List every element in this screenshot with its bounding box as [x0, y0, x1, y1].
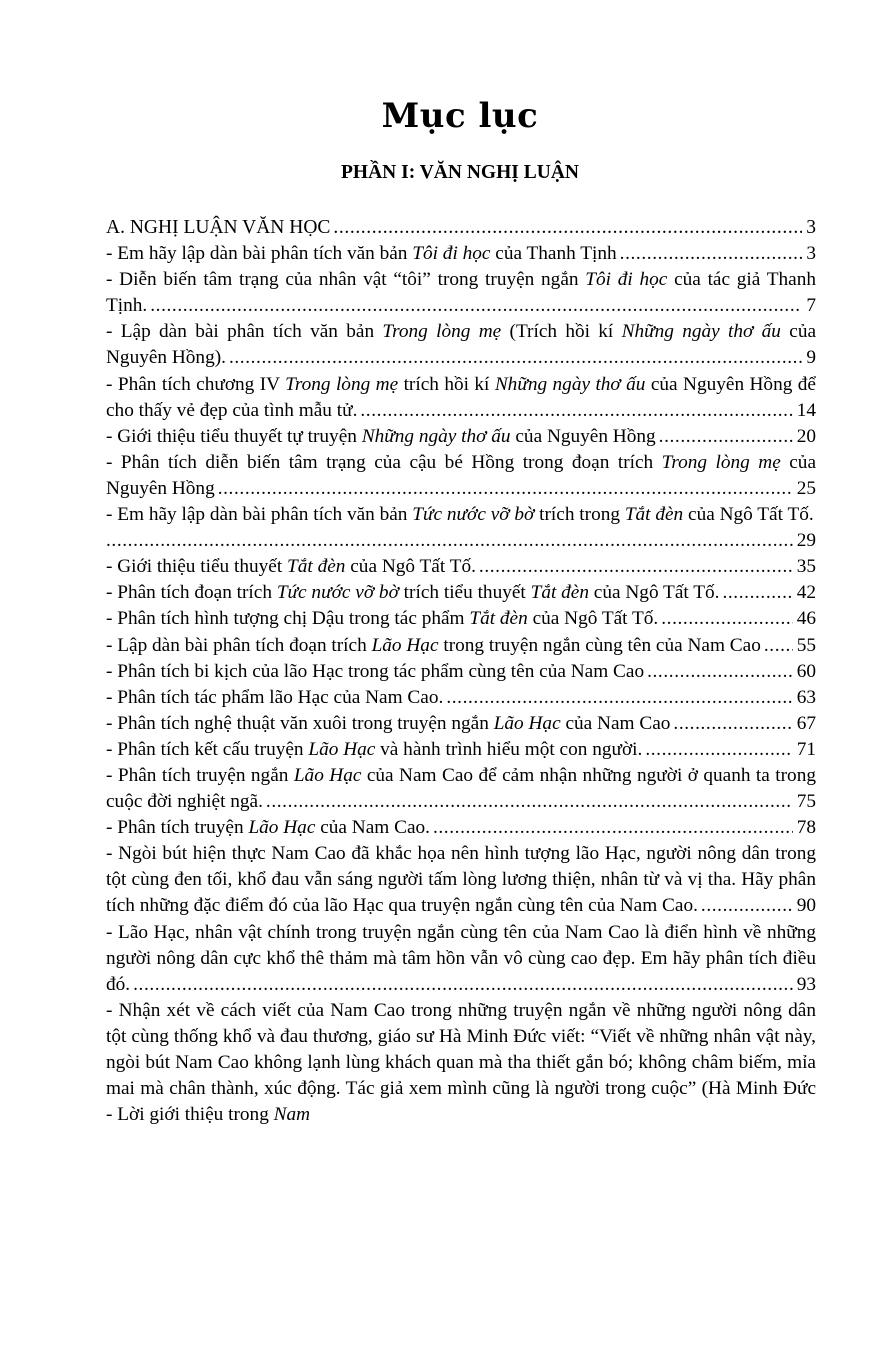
toc-entry[interactable]	[106, 450, 816, 502]
toc-entry[interactable]	[106, 763, 816, 815]
toc-entry-title	[106, 243, 617, 264]
italic-work-title: Những ngày thơ ấu	[494, 373, 646, 395]
italic-work-title: Những ngày thơ ấu	[361, 425, 511, 447]
toc-entry-title	[106, 582, 719, 603]
entry-text: của Nguyên Hồng).	[106, 321, 816, 369]
italic-work-title: Trong lòng mẹ	[382, 321, 502, 343]
toc-entry-title	[106, 504, 814, 525]
toc-entry[interactable]	[106, 737, 816, 763]
entry-text: của Ngô Tất Tố.	[683, 504, 814, 526]
dot-leader	[360, 398, 792, 424]
entry-text: - Phân tích chương IV	[106, 373, 286, 395]
part-heading: PHẦN I: VĂN NGHỊ LUẬN	[341, 162, 579, 183]
page-number: 71	[796, 738, 816, 760]
page-number: 42	[796, 582, 816, 604]
dot-leader	[433, 815, 793, 841]
toc-entry-title	[106, 1000, 816, 1125]
italic-work-title: Nam	[273, 1104, 311, 1126]
toc-entry[interactable]	[106, 659, 816, 685]
toc-entry-title	[106, 817, 430, 838]
entry-text: - Phân tích bi kịch của lão Hạc trong tác phẩm cùng tên của Nam Cao	[106, 660, 645, 682]
italic-work-title: Trong lòng mẹ	[285, 373, 399, 395]
toc-entry-title	[106, 687, 443, 708]
toc-entry-title	[106, 661, 644, 682]
page-number: 9	[806, 347, 816, 369]
dot-leader	[659, 424, 793, 450]
italic-work-title: Lão Hạc	[308, 738, 376, 760]
toc-entry[interactable]	[106, 241, 816, 267]
italic-work-title: Trong lòng mẹ	[661, 451, 781, 473]
dot-leader	[333, 215, 802, 241]
toc-entry-title	[106, 713, 670, 734]
italic-work-title: Lão Hạc	[293, 764, 362, 786]
entry-text: của Ngô Tất Tố.	[588, 582, 720, 604]
dot-leader	[106, 528, 793, 554]
entry-text: của Nguyên Hồng	[510, 425, 656, 447]
entry-text: của Nam Cao.	[315, 817, 430, 839]
dot-leader	[764, 633, 793, 659]
italic-work-title: Những ngày thơ ấu	[621, 321, 781, 343]
dot-leader	[479, 554, 793, 580]
dot-leader	[647, 659, 793, 685]
italic-work-title: Tức nước vỡ bờ	[276, 582, 399, 604]
italic-work-title: Tôi đi học	[412, 243, 491, 265]
page-number: 78	[796, 817, 816, 839]
entry-text: - Em hãy lập dàn bài phân tích văn bản	[106, 504, 413, 526]
entry-text: (Trích hồi kí	[501, 321, 622, 343]
dot-leader	[620, 241, 803, 267]
italic-work-title: Tức nước vỡ bờ	[412, 504, 535, 526]
table-of-contents	[106, 215, 816, 1128]
page-number: 20	[796, 425, 816, 447]
entry-text: A. NGHỊ LUẬN VĂN HỌC	[106, 217, 331, 238]
entry-text: - Phân tích truyện ngắn	[106, 764, 294, 786]
italic-work-title: Tôi đi học	[585, 269, 668, 291]
entry-text: trích tiểu thuyết	[398, 582, 531, 604]
entry-text: - Lập dàn bài phân tích đoạn trích	[106, 634, 372, 656]
page-number: 90	[796, 895, 816, 917]
dot-leader	[661, 606, 792, 632]
toc-entry[interactable]	[106, 580, 816, 606]
entry-text: - Phân tích kết cấu truyện	[106, 738, 309, 760]
toc-entry[interactable]	[106, 711, 816, 737]
dot-leader	[133, 972, 793, 998]
entry-text: - Lập dàn bài phân tích văn bản	[106, 321, 383, 343]
page-number: 46	[796, 608, 816, 630]
toc-entry[interactable]	[106, 372, 816, 424]
toc-entry[interactable]	[106, 554, 816, 580]
toc-entry-title	[106, 635, 761, 656]
entry-text: - Em hãy lập dàn bài phân tích văn bản	[106, 243, 413, 265]
dot-leader	[722, 580, 792, 606]
page-number: 55	[796, 634, 816, 656]
toc-entry[interactable]	[106, 815, 816, 841]
entry-text: của Nguyên Hồng	[106, 451, 816, 499]
entry-text: trong truyện ngắn cùng tên của Nam Cao	[438, 634, 761, 656]
toc-entry[interactable]	[106, 841, 816, 919]
entry-text: của Ngô Tất Tố.	[527, 608, 659, 630]
toc-entry[interactable]	[106, 998, 816, 1128]
entry-text: của Nam Cao để cảm nhận những người ở quanh ta trong cuộc đời nghiệt ngã.	[106, 764, 816, 813]
italic-work-title: Tắt đèn	[530, 582, 589, 604]
toc-section-heading[interactable]	[106, 215, 816, 241]
italic-work-title: Tắt đèn	[287, 556, 346, 578]
page-number: 29	[796, 530, 816, 552]
page-number: 3	[806, 217, 816, 238]
entry-text: - Phân tích hình tượng chị Dậu trong tác phẩm	[106, 608, 470, 630]
toc-entry-title	[106, 739, 642, 760]
page-number: 35	[796, 556, 816, 578]
page-title: Mục lục	[381, 96, 539, 136]
toc-entry[interactable]	[106, 920, 816, 998]
entry-text: - Phân tích đoạn trích	[106, 582, 277, 604]
entry-text: - Phân tích nghệ thuật văn xuôi trong truyện ngắn	[106, 712, 494, 734]
entry-text: - Phân tích diễn biến tâm trạng của cậu bé Hồng trong đoạn trích	[106, 451, 662, 473]
toc-entry-title	[106, 608, 658, 629]
entry-text: trích trong	[534, 504, 625, 526]
italic-work-title: Lão Hạc	[493, 712, 561, 734]
dot-leader	[446, 685, 792, 711]
italic-work-title: Tắt đèn	[624, 504, 684, 526]
entry-text: - Diễn biến tâm trạng của nhân vật “tôi” trong truyện ngắn	[106, 269, 586, 291]
dot-leader	[266, 789, 793, 815]
page-number: 93	[796, 973, 816, 995]
dot-leader	[218, 476, 793, 502]
entry-text: của Nguyên Hồng để cho thấy vẻ đẹp của tình mẫu tử.	[106, 373, 816, 421]
toc-entry[interactable]	[106, 685, 816, 711]
dot-leader	[229, 345, 802, 371]
toc-entry-title	[106, 426, 656, 447]
page-number: 60	[796, 660, 816, 682]
dot-leader	[701, 893, 793, 919]
toc-entry[interactable]	[106, 606, 816, 632]
page-number: 75	[796, 791, 816, 813]
entry-text: - Lão Hạc, nhân vật chính trong truyện ngắn cùng tên của Nam Cao là điển hình về những người nông dân cực khổ thê thảm mà tâm hồn vẫn vô cùng cao đẹp. Em hãy phân tích điều đó.	[106, 921, 816, 995]
dot-leader	[645, 737, 792, 763]
dot-leader	[673, 711, 792, 737]
page-number: 63	[796, 686, 816, 708]
toc-entry[interactable]	[106, 267, 816, 319]
toc-entry[interactable]	[106, 502, 816, 554]
page-number: 14	[796, 399, 816, 421]
entry-text: của Thanh Tịnh	[490, 243, 617, 265]
page-number: 25	[796, 477, 816, 499]
entry-text: trích hồi kí	[398, 373, 495, 395]
entry-text: - Giới thiệu tiểu thuyết tự truyện	[106, 425, 362, 447]
toc-entry[interactable]	[106, 633, 816, 659]
entry-text: của Ngô Tất Tố.	[345, 556, 476, 578]
italic-work-title: Tắt đèn	[469, 608, 528, 630]
page-number: 7	[806, 295, 816, 317]
italic-work-title: Lão Hạc	[248, 817, 316, 839]
entry-text: - Phân tích tác phẩm lão Hạc của Nam Cao.	[106, 686, 444, 708]
entry-text: - Giới thiệu tiểu thuyết	[106, 556, 288, 578]
entry-text: của tác giả Thanh Tịnh.	[106, 269, 816, 317]
italic-work-title: Lão Hạc	[371, 634, 439, 656]
toc-entry-title	[106, 217, 330, 238]
entry-text: và hành trình hiểu một con người.	[375, 738, 643, 760]
entry-text: của Nam Cao	[560, 712, 671, 734]
dot-leader	[150, 293, 802, 319]
entry-text: - Ngòi bút hiện thực Nam Cao đã khắc họa nên hình tượng lão Hạc, người nông dân trong tột cùng đen tối, khổ đau vẫn sáng người tấm lòng lương thiện, nhân từ và vị tha. Hãy phân tích những đặc điểm đó của lão Hạc qua truyện ngắn cùng tên của Nam Cao.	[106, 843, 816, 917]
toc-entry-title	[106, 556, 476, 577]
toc-entry[interactable]	[106, 319, 816, 371]
entry-text: - Nhận xét về cách viết của Nam Cao trong những truyện ngắn về những người nông dân tột cùng thống khổ và đau thương, giáo sư Hà Minh Đức viết: “Viết về những nhân vật này, ngòi bút Nam Cao không lạnh lùng khách quan mà tha thiết gắn bó; không châm biếm, mỉa mai mà chân thành, xúc động. Tác giả xem mình cũng là người trong cuộc” (Hà Minh Đức - Lời giới thiệu trong	[106, 999, 816, 1126]
page-number: 3	[806, 243, 816, 265]
toc-entry[interactable]	[106, 424, 816, 450]
page-number: 67	[796, 712, 816, 734]
entry-text: - Phân tích truyện	[106, 817, 249, 839]
